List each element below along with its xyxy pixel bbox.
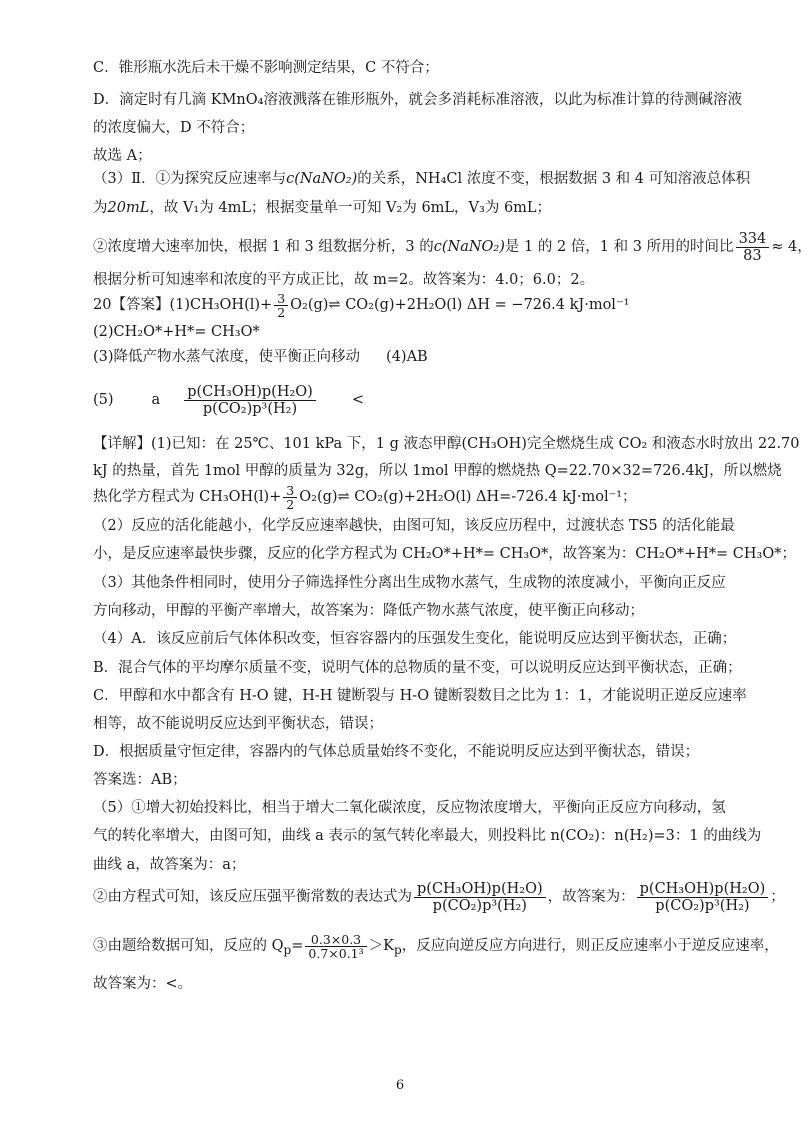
text-line: D．根据质量守恒定律，容器内的气体总质量始终不变化，不能说明反应达到平衡状态，错误； bbox=[93, 744, 700, 760]
text-line: （2）反应的活化能越小，化学反应速率越快，由图可知，该反应历程中，过渡状态 TS5 的活化能最 bbox=[93, 518, 735, 534]
kp-expression-fraction bbox=[414, 881, 546, 914]
text-segment: ＞K bbox=[368, 938, 394, 954]
fraction-numerator: 3 bbox=[283, 484, 297, 498]
fraction-denominator: 2 bbox=[277, 304, 286, 320]
text-segment: 是 1 的 2 倍，1 和 3 所用的时间比 bbox=[504, 239, 734, 255]
page-number: 6 bbox=[395, 1078, 405, 1093]
text-line bbox=[93, 347, 428, 367]
text-line: C．甲醇和水中都含有 H-O 键，H-H 键断裂与 H-O 键断裂数目之比为 1：1，才能说明正逆反应速率 bbox=[93, 688, 747, 704]
text-line bbox=[93, 230, 812, 264]
text-segment: O₂(g)⇌ CO₂(g)+2H₂O(l) ΔH=-726.4 kJ·mol⁻¹； bbox=[299, 489, 637, 505]
text-line: 小，是反应速率最快步骤，反应的化学方程式为 CH₂O*+H*= CH₃O*，故答案为：CH₂O*+H*= CH₃O*； bbox=[93, 546, 796, 562]
fraction-denominator: 0.7×0.1³ bbox=[308, 945, 364, 961]
fraction-numerator: 0.3×0.3 bbox=[305, 933, 366, 947]
text-segment: 的关系，NH₄Cl 浓度不变，根据数据 3 和 4 可知溶液总体积 bbox=[357, 171, 751, 187]
text-line bbox=[93, 380, 364, 420]
text-segment: 为 bbox=[93, 200, 108, 216]
text-line: 的浓度偏大，D 不符合； bbox=[93, 120, 255, 136]
text-line: 根据分析可知速率和浓度的平方成正比，故 m=2。故答案为：4.0；6.0；2。 bbox=[93, 272, 595, 288]
text-segment: = bbox=[291, 938, 304, 954]
text-segment: ③由题给数据可知，反应的 Q bbox=[93, 938, 284, 954]
coefficient-fraction bbox=[283, 484, 297, 511]
text-segment: 20【答案】(1)CH₃OH(l)+ bbox=[93, 297, 273, 313]
volume-value: 20mL bbox=[107, 200, 150, 216]
text-line bbox=[93, 875, 785, 919]
text-line: (2)CH₂O*+H*= CH₃O* bbox=[93, 324, 260, 340]
answer-heading-line bbox=[93, 290, 629, 320]
fraction-denominator: p(CO₂)p³(H₂) bbox=[202, 400, 298, 417]
formula-c-nano2: c(NaNO₂) bbox=[286, 171, 358, 187]
fraction-numerator: p(CH₃OH)p(H₂O) bbox=[414, 881, 546, 898]
text-line bbox=[93, 482, 637, 512]
fraction-numerator: 334 bbox=[736, 231, 770, 248]
text-line: 方向移动，甲醇的平衡产率增大，故答案为：降低产物水蒸气浓度，使平衡正向移动； bbox=[93, 603, 644, 619]
text-line: B．混合气体的平均摩尔质量不变，说明气体的总物质的量不变，可以说明反应达到平衡状态，正确； bbox=[93, 660, 742, 676]
text-line: 气的转化率增大，由图可知，曲线 a 表示的氢气转化率最大，则投料比 n(CO₂)：n(H₂)=3：1 的曲线为 bbox=[93, 828, 762, 844]
kp-expression-fraction bbox=[637, 881, 769, 914]
text-line: 答案选：AB； bbox=[93, 772, 187, 788]
fraction-denominator: p(CO₂)p³(H₂) bbox=[655, 897, 750, 914]
text-segment: ②由方程式可知，该反应压强平衡常数的表达式为 bbox=[93, 889, 412, 905]
q-fraction bbox=[305, 933, 366, 960]
fraction-denominator: p(CO₂)p³(H₂) bbox=[432, 897, 527, 914]
text-segment: ，故答案为： bbox=[547, 889, 635, 905]
coefficient-fraction bbox=[274, 292, 288, 319]
text-line: 曲线 a，故答案为：a； bbox=[93, 857, 246, 873]
text-segment: < bbox=[351, 392, 364, 408]
text-segment: （3）Ⅱ．①为探究反应速率与 bbox=[93, 171, 287, 187]
text-line: （5）①增大初始投料比，相当于增大二氧化碳浓度，反应物浓度增大，平衡向正反应方向移动，氢 bbox=[93, 800, 726, 816]
fraction-numerator: 3 bbox=[274, 292, 288, 306]
text-line bbox=[93, 169, 750, 189]
kp-expression-fraction bbox=[184, 384, 316, 417]
text-segment: (3)降低产物水蒸气浓度，使平衡正向移动 bbox=[93, 349, 361, 365]
text-line: D．滴定时有几滴 KMnO₄溶液溅落在锥形瓶外，就会多消耗标准溶液，以此为标准计算的待测碱溶液 bbox=[93, 92, 742, 108]
fraction-denominator: 2 bbox=[286, 496, 295, 512]
text-line: C．锥形瓶水洗后未干燥不影响测定结果，C 不符合； bbox=[93, 60, 439, 76]
formula-c-nano2: c(NaNO₂) bbox=[433, 239, 505, 255]
text-segment: ，故 V₁为 4mL；根据变量单一可知 V₂为 6mL，V₃为 6mL； bbox=[149, 200, 552, 216]
subscript: p bbox=[393, 942, 402, 957]
fraction-denominator: 83 bbox=[743, 247, 762, 264]
text-line: 故选 A； bbox=[93, 148, 152, 164]
text-line: 故答案为：<。 bbox=[93, 976, 193, 992]
text-line: 相等，故不能说明反应达到平衡状态，错误； bbox=[93, 716, 383, 732]
text-line: 【详解】(1)已知：在 25℃、101 kPa 下，1 g 液态甲醇(CH₃OH)完全燃烧生成 CO₂ 和液态水时放出 22.70 bbox=[93, 436, 800, 452]
text-segment: ； bbox=[770, 889, 785, 905]
text-line bbox=[93, 198, 551, 218]
time-ratio-fraction bbox=[736, 231, 770, 264]
text-segment: ②浓度增大速率加快，根据 1 和 3 组数据分析，3 的 bbox=[93, 239, 434, 255]
subscript: p bbox=[283, 942, 292, 957]
text-segment: (5) bbox=[93, 392, 114, 408]
text-line: （3）其他条件相同时，使用分子筛选择性分离出生成物水蒸气，生成物的浓度减小，平衡向正反应 bbox=[93, 575, 726, 591]
text-line: kJ 的热量，首先 1mol 甲醇的质量为 32g，所以 1mol 甲醇的燃烧热 Q=22.70×32=726.4kJ，所以燃烧 bbox=[93, 463, 782, 479]
text-segment: ，反应向逆反应方向进行，则正反应速率小于逆反应速率， bbox=[401, 938, 779, 954]
text-segment: 热化学方程式为 CH₃OH(l)+ bbox=[93, 489, 282, 505]
text-segment: (4)AB bbox=[386, 349, 428, 365]
text-segment: a bbox=[151, 392, 161, 408]
fraction-numerator: p(CH₃OH)p(H₂O) bbox=[184, 384, 316, 401]
text-segment: ≈ 4， bbox=[771, 239, 812, 255]
text-line: （4）A．该反应前后气体体积改变，恒容容器内的压强发生变化，能说明反应达到平衡状态，正确； bbox=[93, 631, 737, 647]
fraction-numerator: p(CH₃OH)p(H₂O) bbox=[637, 881, 769, 898]
text-line bbox=[93, 926, 779, 970]
text-segment: O₂(g)⇌ CO₂(g)+2H₂O(l) ΔH = −726.4 kJ·mol⁻¹ bbox=[290, 297, 630, 313]
